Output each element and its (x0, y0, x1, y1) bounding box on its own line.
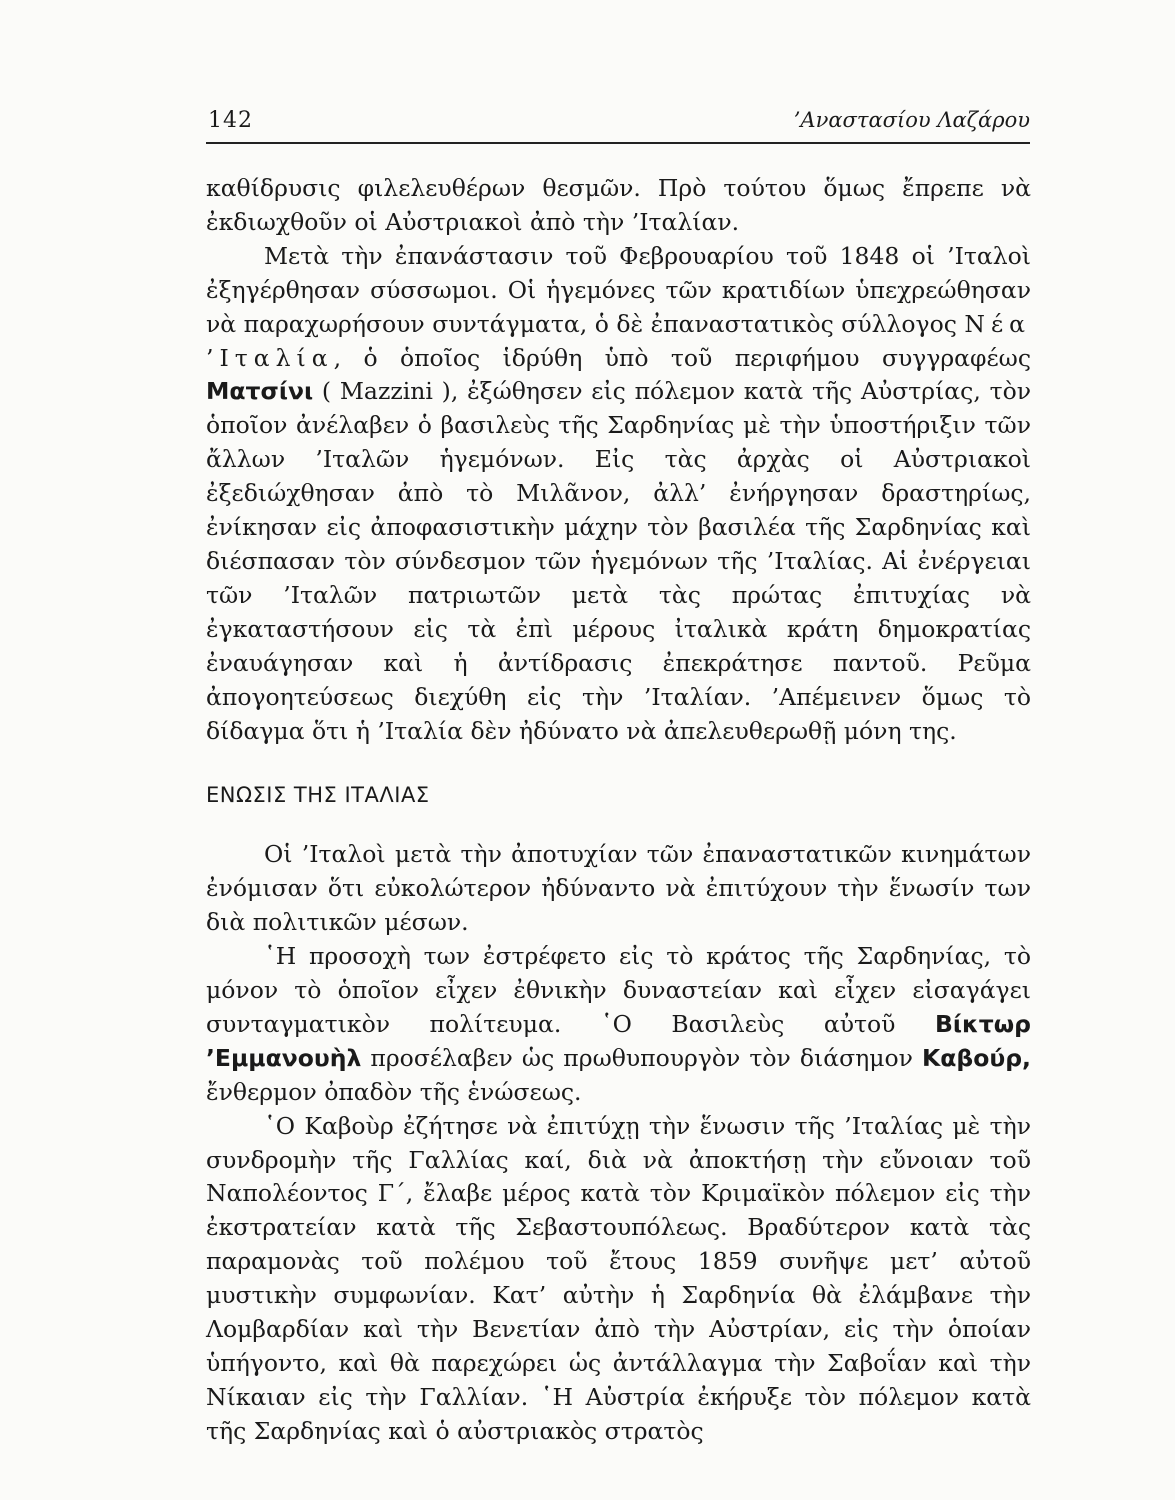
page-header (206, 108, 1030, 144)
page-number: 142 (208, 108, 253, 133)
paragraph-4 (206, 940, 1031, 1110)
paragraph-3: Οἱ ’Ιταλοὶ μετὰ τὴν ἀποτυχίαν τῶν ἐπαναστατικῶν κινημάτων ἐνόμισαν ὅτι εὐκολώτερον ἠδύναντο νὰ ἐπιτύχουν τὴν ἕνωσίν των διὰ πολιτικῶν μέσων. (206, 840, 1031, 937)
running-head: ’Αναστασίου Λαζάρου (793, 108, 1030, 132)
body-text (206, 172, 1031, 1449)
paragraph-1: καθίδρυσις φιλελευθέρων θεσμῶν. Πρὸ τούτου ὅμως ἔπρεπε νὰ ἐκδιωχθοῦν οἱ Αὐστριακοὶ ἀπὸ τὴν ’Ιταλίαν. (206, 174, 1031, 236)
paragraph-4-text-a: ῾Η προσοχὴ των ἐστρέφετο εἰς τὸ κράτος τῆς Σαρδηνίας, τὸ μόνον τὸ ὁποῖον εἶχεν ἐθνικὴν δυναστείαν καὶ εἶχεν εἰσαγάγει συνταγματικὸν πολίτευμα. ῾Ο Βασιλεὺς αὐτοῦ (206, 942, 1031, 1038)
mazzini-latin: ( Mazzini ), (313, 377, 459, 406)
section-heading: ΕΝΩΣΙΣ ΤΗΣ ΙΤΑΛΙΑΣ (206, 783, 430, 808)
paragraph-2-text-b: , ὁ ὁποῖος ἱδρύθη ὑπὸ τοῦ περιφήμου συγγραφέως (333, 343, 1031, 372)
paragraph-2-text-c: ἐξώθησεν εἰς πόλεμον κατὰ τῆς Αὐστρίας, τὸν ὁποῖον ἀνέλαβεν ὁ βασιλεὺς τῆς Σαρδηνίας μὲ τὴν ὑποστήριξιν τῶν ἄλλων ’Ιταλῶν ἡγεμόνων. Εἰς τὰς ἀρχὰς οἱ Αὐστριακοὶ ἐξεδιώχθησαν ἀπὸ τὸ Μιλᾶνον, ἀλλ’ ἐνήργησαν δραστηρίως, ἐνίκησαν εἰς ἀποφασιστικὴν μάχην τὸν βασιλέα τῆς Σαρδηνίας καὶ διέσπασαν τὸν σύνδεσμον τῶν ἡγεμόνων τῆς ’Ιταλίας. Αἱ ἐνέργειαι τῶν ’Ιταλῶν πατριωτῶν μετὰ τὰς πρώτας ἐπιτυχίας νὰ ἐγκαταστήσουν εἰς τὰ ἐπὶ μέρους ἰταλικὰ κράτη δημοκρατίας ἐναυάγησαν καὶ ἡ ἀντίδρασις ἐπεκράτησε παντοῦ. Ρεῦμα ἀπογοητεύσεως διεχύθη εἰς τὴν ’Ιταλίαν. ’Απέμεινεν ὅμως τὸ δίδαγμα ὅτι ἡ ’Ιταλία δὲν ἠδύνατο νὰ ἀπελευθερωθῇ μόνη της. (206, 377, 1032, 745)
paragraph-4-text-c: ἔνθερμον ὀπαδὸν τῆς ἑνώσεως. (206, 1077, 582, 1106)
victor-emmanuel-name: Βίκτωρ ’Εμμανουὴλ (206, 1009, 1031, 1072)
paragraph-2 (206, 240, 1031, 749)
mazzini-name: Ματσίνι (206, 377, 314, 406)
paragraph-2-text-a: Μετὰ τὴν ἐπανάστασιν τοῦ Φεβρουαρίου τοῦ 1848 οἱ ’Ιταλοὶ ἐξηγέρθησαν σύσσωμοι. Οἱ ἡγεμόνες τῶν κρατιδίων ὑπεχρεώθησαν νὰ παραχωρήσουν συντάγματα, ὁ δὲ ἐπαναστατικὸς σύλλογος (206, 241, 1031, 338)
paragraph-5: ῾Ο Καβοὺρ ἐζήτησε νὰ ἐπιτύχῃ τὴν ἕνωσιν τῆς ’Ιταλίας μὲ τὴν συνδρομὴν τῆς Γαλλίας καί, διὰ νὰ ἀποκτήσῃ τὴν εὔνοιαν τοῦ Ναπολέοντος Γ΄, ἔλαβε μέρος κατὰ τὸν Κριμαϊκὸν πόλεμον εἰς τὴν ἐκστρατείαν κατὰ τῆς Σεβαστουπόλεως. Βραδύτερον κατὰ τὰς παραμονὰς τοῦ πολέμου τοῦ ἔτους 1859 συνῆψε μετ’ αὐτοῦ μυστικὴν συμφωνίαν. Κατ’ αὐτὴν ἡ Σαρδηνία θὰ ἐλάμβανε τὴν Λομβαρδίαν καὶ τὴν Βενετίαν ἀπὸ τὴν Αὐστρίαν, εἰς τὴν ὁποίαν ὑπήγοντο, καὶ θὰ παρεχώρει ὡς ἀντάλλαγμα τὴν Σαβοΐαν καὶ τὴν Νίκαιαν εἰς τὴν Γαλλίαν. ῾Η Αὐστρία ἐκήρυξε τὸν πόλεμον κατὰ τῆς Σαρδηνίας καὶ ὁ αὐστριακὸς στρατὸς (206, 1111, 1031, 1445)
cavour-name: Καβούρ, (922, 1043, 1031, 1072)
society-name: Νέα ’Ιταλία (206, 309, 1031, 372)
paragraph-4-text-b: προσέλαβεν ὡς πρωθυπουργὸν τὸν διάσημον (361, 1043, 923, 1072)
